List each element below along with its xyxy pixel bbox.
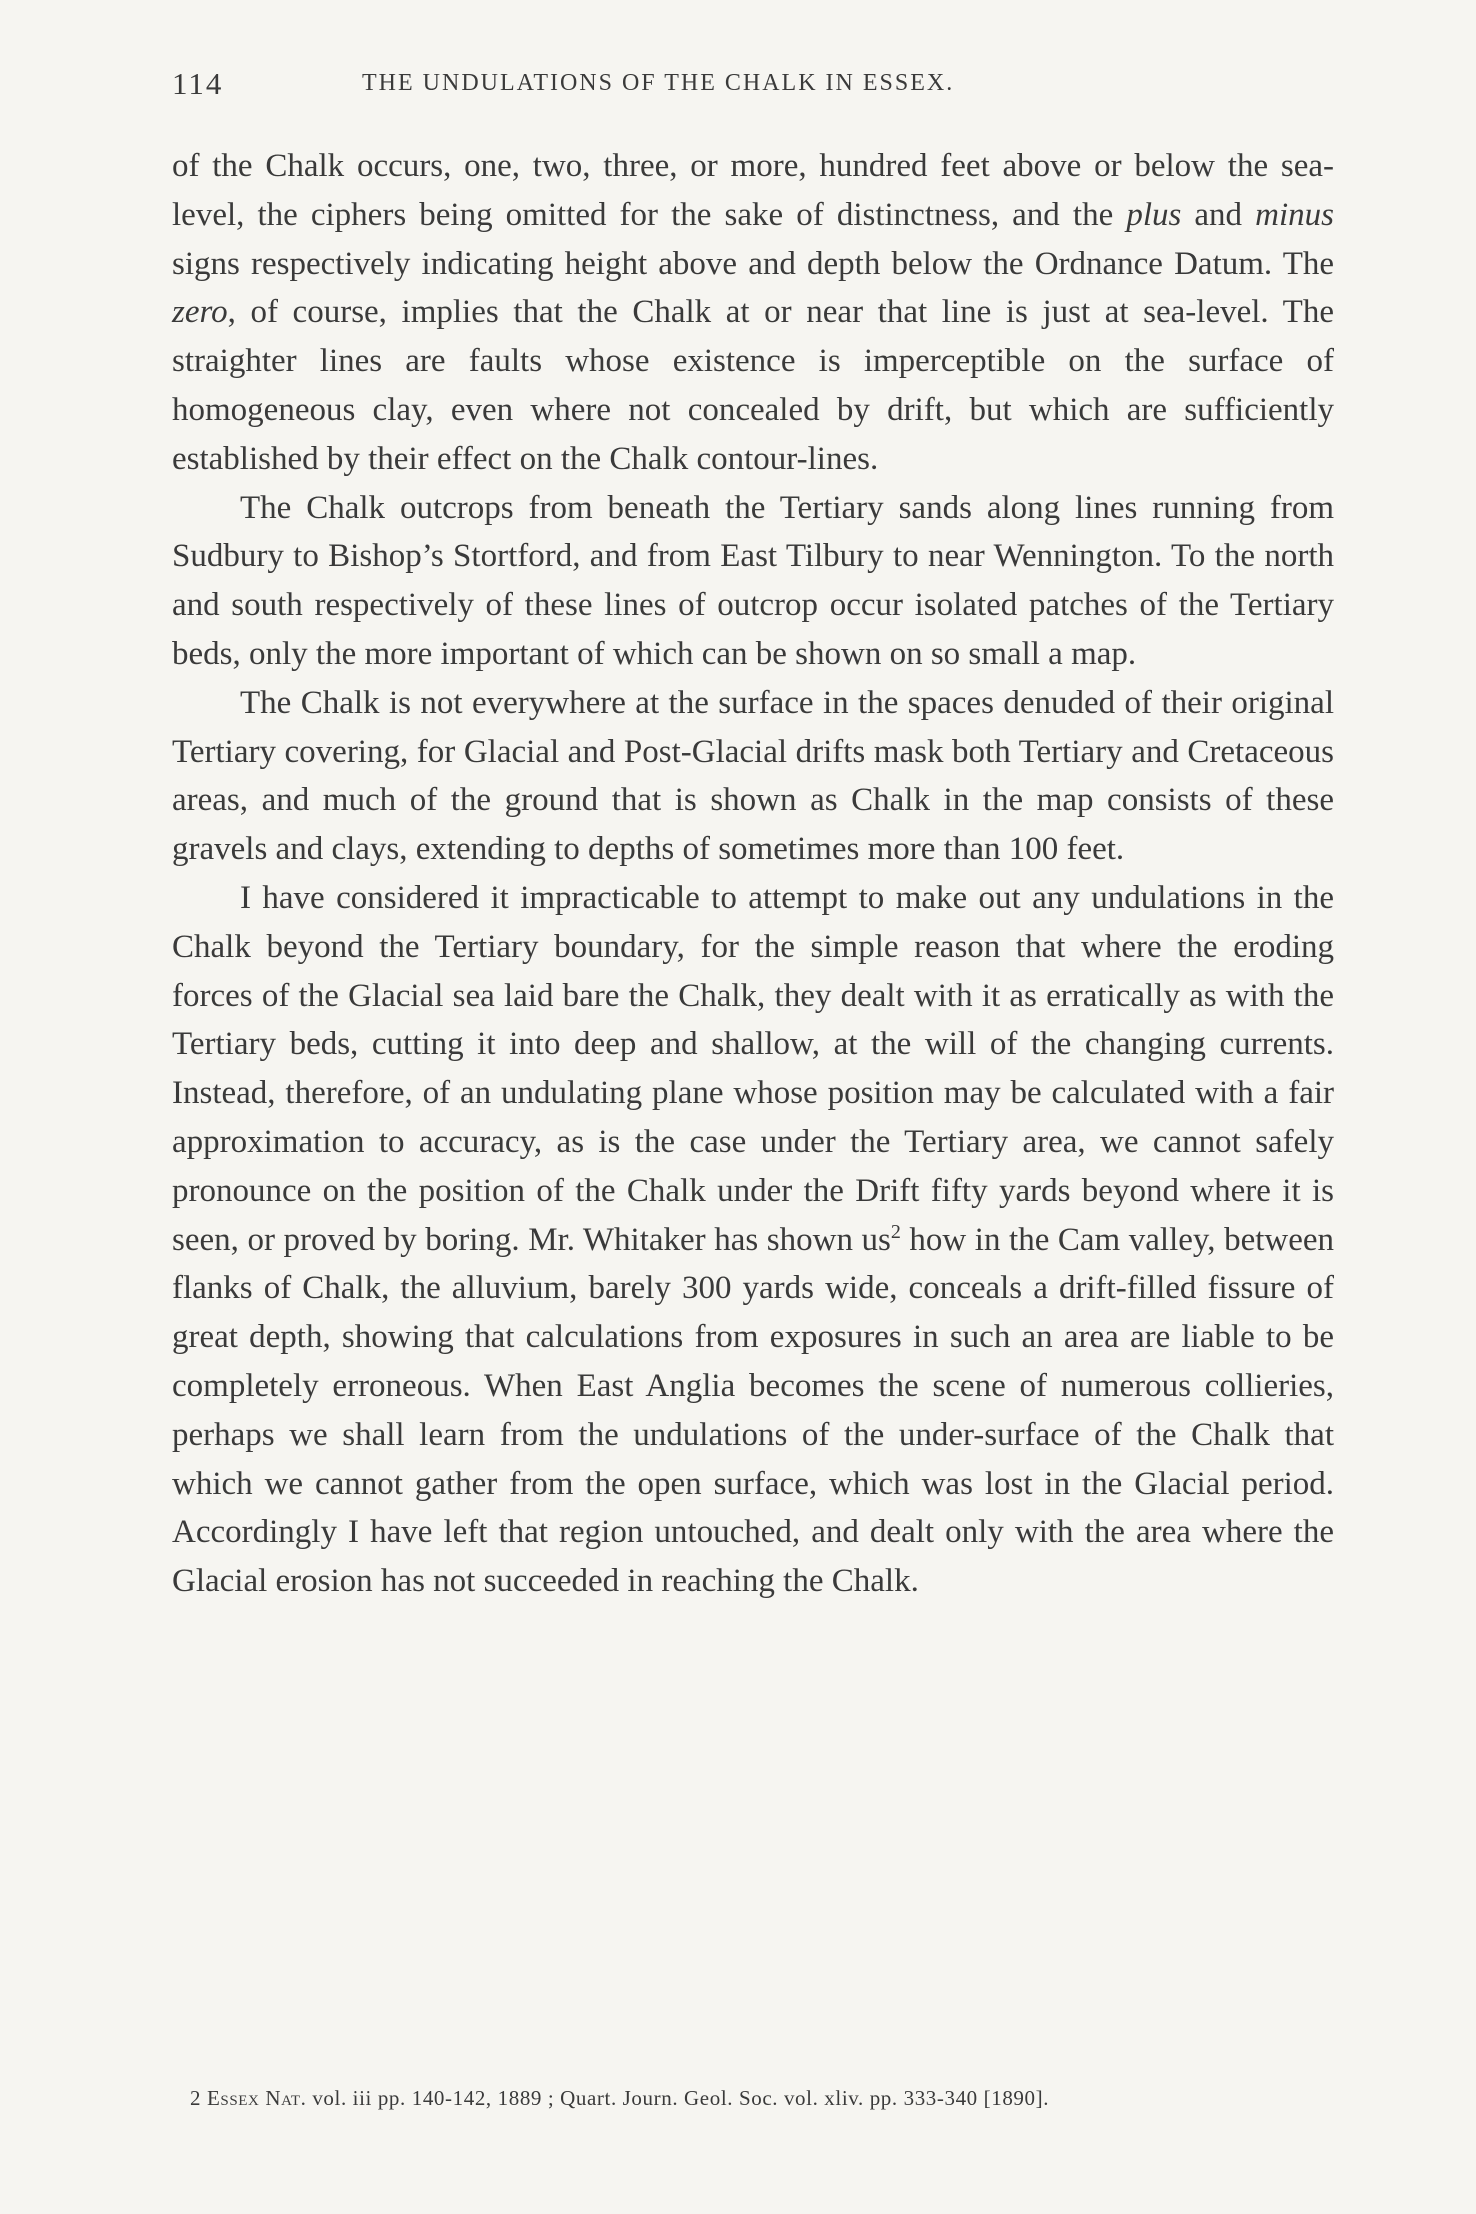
footnote-text: vol. iii pp. 140-142, 1889 ; Quart. Journ. Geol. Soc. vol. xliv. pp. 333-340 [1890]. (306, 2086, 1050, 2110)
paragraph-2: The Chalk outcrops from beneath the Tertiary sands along lines running from Sudbury to Bishop’s Stortford, and from East Tilbury to near Wennington. To the north and south respectively of these lines of outcrop occur isolated patches of the Tertiary beds, only the more important of which can be shown on so small a map. (172, 489, 1334, 672)
page-number: 114 (172, 66, 224, 101)
paragraph-1-part-3: signs respectively indicating height above and depth below the Ordnance Datum. The (172, 245, 1334, 282)
paragraph-4 (172, 874, 1334, 1606)
footnote (190, 2086, 1340, 2111)
paragraph-1-part-1: of the Chalk occurs, one, two, three, or more, hundred feet above or below the sea-level, the ciphers being omitted for the sake of distinctness, and the (172, 148, 1334, 233)
paragraph-4-part-1: I have considered it impracticable to attempt to make out any undulations in the Chalk beyond the Tertiary boundary, for the simple reason that where the eroding forces of the Glacial sea laid bare the Chalk, they dealt with it as erratically as with the Tertiary beds, cutting it into deep and shallow, at the will of the changing currents. Instead, therefore, of an undulating plane whose position may be calculated with a fair approximation to accuracy, as is the case under the Tertiary area, we cannot safely pronounce on the position of the Chalk under the Drift fifty yards beyond where it is seen, or proved by boring. Mr. Whitaker has shown us (172, 879, 1334, 1258)
paragraph-1 (172, 142, 1334, 484)
footnote-reference: 2 (890, 1220, 901, 1243)
plus-term: plus (1126, 196, 1182, 233)
footnote-journal: Essex Nat. (206, 2086, 307, 2110)
running-head: THE UNDULATIONS OF THE CHALK IN ESSEX. (362, 70, 955, 96)
page-header (172, 66, 1332, 106)
zero-term: zero (172, 294, 228, 331)
footnote-marker: 2 (190, 2086, 202, 2110)
paragraph-3: The Chalk is not everywhere at the surface in the spaces denuded of their original Tertiary covering, for Glacial and Post-Glacial drifts mask both Tertiary and Cretaceous areas, and much of the ground that is shown as Chalk in the map consists of these gravels and clays, extending to depths of sometimes more than 100 feet. (172, 684, 1334, 868)
paragraph-1-part-2: and (1181, 196, 1256, 233)
paragraph-1-part-4: , of course, implies that the Chalk at or near that line is just at sea-level. The straighter lines are faults whose existence is imperceptible on the surface of homogeneous clay, even where not concealed by drift, but which are sufficiently established by their effect on the Chalk contour-lines. (172, 294, 1334, 477)
minus-term: minus (1255, 196, 1334, 233)
body-text (172, 142, 1334, 1606)
paragraph-4-part-2: how in the Cam valley, between flanks of Chalk, the alluvium, barely 300 yards wide, conceals a drift-filled fissure of great depth, showing that calculations from exposures in such an area are liable to be completely erroneous. When East Anglia becomes the scene of numerous collieries, perhaps we shall learn from the undulations of the under-surface of the Chalk that which we cannot gather from the open surface, which was lost in the Glacial period. Accordingly I have left that region untouched, and dealt only with the area where the Glacial erosion has not succeeded in reaching the Chalk. (172, 1221, 1335, 1600)
